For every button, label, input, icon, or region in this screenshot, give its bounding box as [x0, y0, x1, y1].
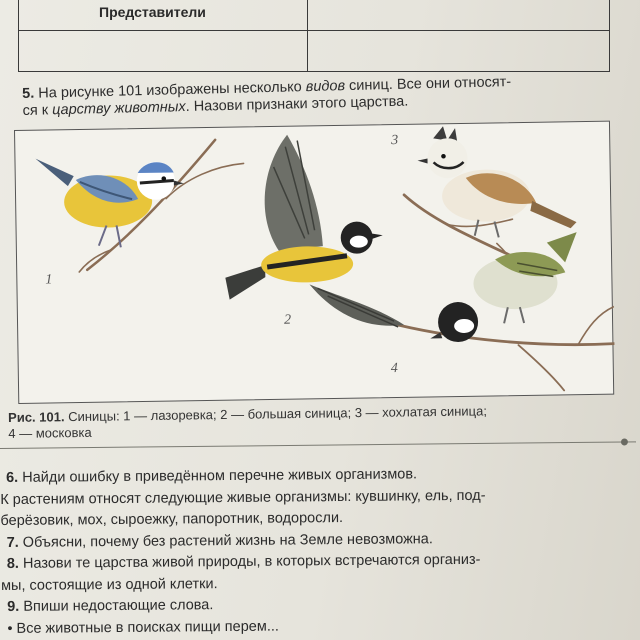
task-5-text-a: На рисунке 101 изображены несколько [34, 79, 306, 102]
task-5-line2-c: . Назови признаки этого царства. [185, 93, 409, 116]
figure-label-1: 1 [45, 272, 53, 288]
great-tit-bird [223, 133, 404, 330]
task-8-number: 8. [6, 555, 20, 572]
task-6-number: 6. [6, 469, 19, 486]
figure-101 [14, 121, 614, 404]
coal-tit-bird [429, 232, 579, 342]
answer-table [18, 0, 610, 72]
task-9-number: 9. [7, 598, 20, 615]
task-7-number: 7. [6, 534, 19, 551]
table-row-line [19, 30, 609, 31]
figure-label-4: 4 [390, 361, 398, 377]
task-5-line2-b: царству животных [51, 99, 186, 119]
task-5-text-c: синиц. Все они относят- [344, 74, 512, 95]
task-7-text: Объясни, почему без растений жизнь на Земле невозможна. [18, 530, 433, 551]
tasks-section [0, 462, 640, 640]
figure-label-3: 3 [391, 132, 399, 149]
table-header-representatives: Представители [99, 4, 206, 20]
task-5-line2-a: ся к [22, 102, 53, 119]
birds-illustration [15, 122, 615, 405]
task-6-line2: К растениям относят следующие живые организмы: кувшинку, ель, под- [0, 487, 486, 508]
figure-caption [8, 402, 608, 442]
divider-dot [621, 438, 628, 445]
task-8-line2: мы, состоящие из одной клетки. [0, 575, 218, 594]
caption-label: Рис. 101. [8, 409, 65, 425]
task-5 [22, 72, 613, 120]
caption-line1: Синицы: 1 — лазоревка; 2 — большая синица; 3 — хохлатая синица; [64, 403, 487, 425]
task-5-text-b: видов [305, 78, 346, 96]
task-9-line2: • Все животные в поисках пищи перем... [7, 618, 279, 637]
task-9-text: Впиши недостающие слова. [19, 597, 214, 615]
task-6-line3: берёзовик, мох, сыроежку, папоротник, водоросли. [0, 510, 344, 529]
task-5-number: 5. [22, 85, 35, 102]
task-8-text: Назови те царства живой природы, в которых встречаются организ- [18, 551, 481, 572]
task-6-text: Найди ошибку в приведённом перечне живых организмов. [18, 466, 418, 486]
table-divider [307, 0, 308, 71]
section-divider [0, 441, 636, 449]
blue-tit-bird [35, 156, 184, 248]
figure-label-2: 2 [283, 312, 292, 328]
branch-right-bottom [398, 307, 615, 393]
caption-line2: 4 — московка [8, 424, 92, 441]
